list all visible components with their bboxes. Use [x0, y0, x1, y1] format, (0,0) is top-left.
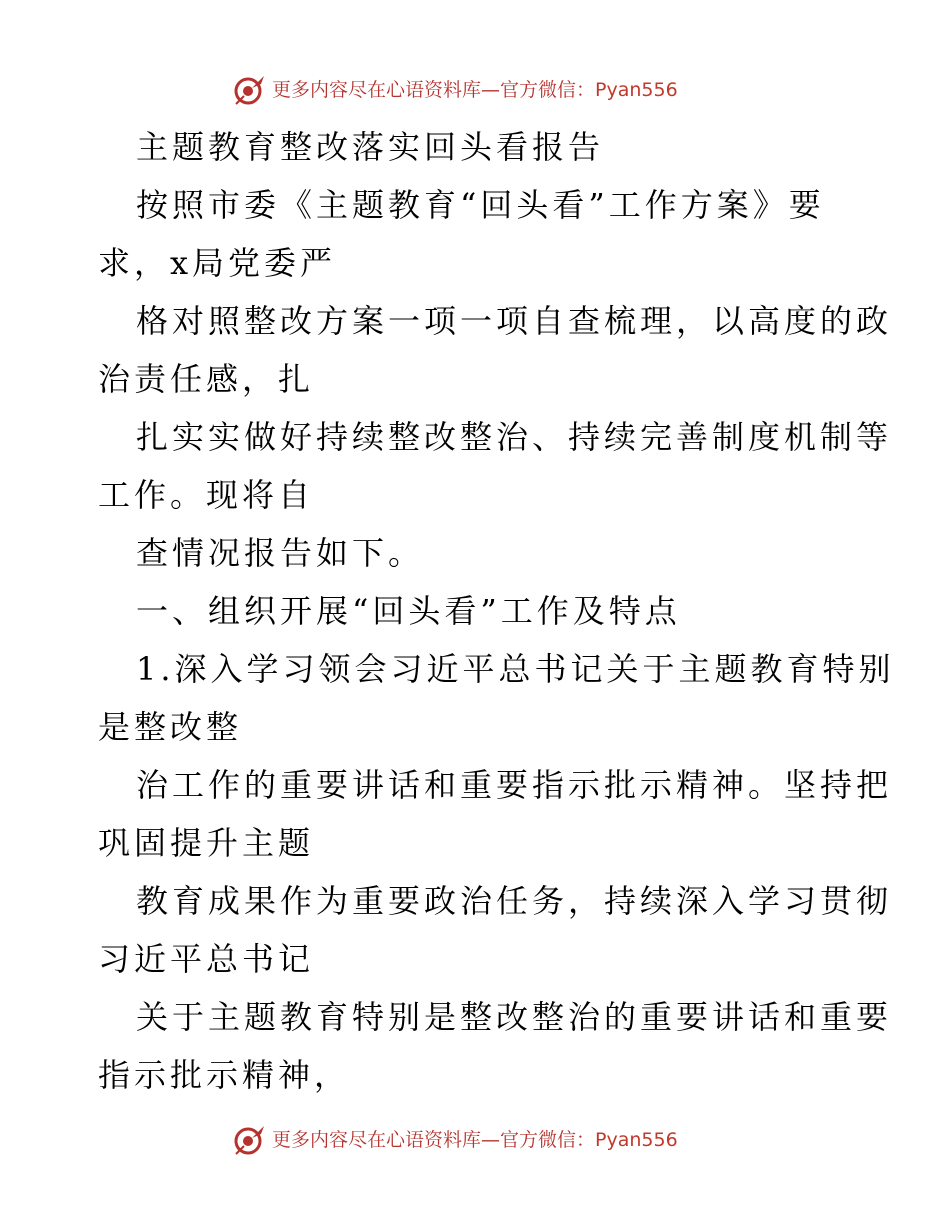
paragraph-line: 关于主题教育特别是整改整治的重要讲话和重要	[136, 998, 893, 1036]
paragraph-line: 扎实实做好持续整改整治、持续完善制度机制等	[136, 418, 893, 456]
paragraph-line: 是整改整	[98, 708, 243, 746]
paragraph-line: 查情况报告如下。	[136, 534, 425, 572]
watermark-text: 更多内容尽在心语资料库—官方微信：	[272, 1129, 596, 1151]
watermark-handle: Pyan556	[595, 1129, 678, 1151]
paragraph-line: 1.深入学习领会习近平总书记关于主题教育特别	[136, 650, 895, 688]
footer-watermark-banner	[0, 1120, 950, 1160]
paragraph-line: 治工作的重要讲话和重要指示批示精神。坚持把	[136, 766, 893, 804]
paragraph-line: 按照市委《主题教育“回头看”工作方案》要	[136, 186, 825, 224]
paragraph-line: 指示批示精神，	[98, 1056, 351, 1094]
red-quill-logo-icon	[234, 1124, 266, 1156]
watermark-handle: Pyan556	[595, 79, 678, 101]
paragraph-line: 治责任感，扎	[98, 360, 315, 398]
document-title: 主题教育整改落实回头看报告	[136, 128, 605, 166]
watermark-text: 更多内容尽在心语资料库—官方微信：	[272, 79, 596, 101]
section-heading: 一、组织开展“回头看”工作及特点	[136, 592, 681, 630]
paragraph-line: 教育成果作为重要政治任务，持续深入学习贯彻	[136, 882, 893, 920]
paragraph-line: 巩固提升主题	[98, 824, 315, 862]
paragraph-line: 求，x局党委严	[98, 244, 337, 282]
paragraph-line: 格对照整改方案一项一项自查梳理，以高度的政	[136, 302, 893, 340]
paragraph-line: 习近平总书记	[98, 940, 315, 978]
paragraph-line: 工作。现将自	[98, 476, 315, 514]
